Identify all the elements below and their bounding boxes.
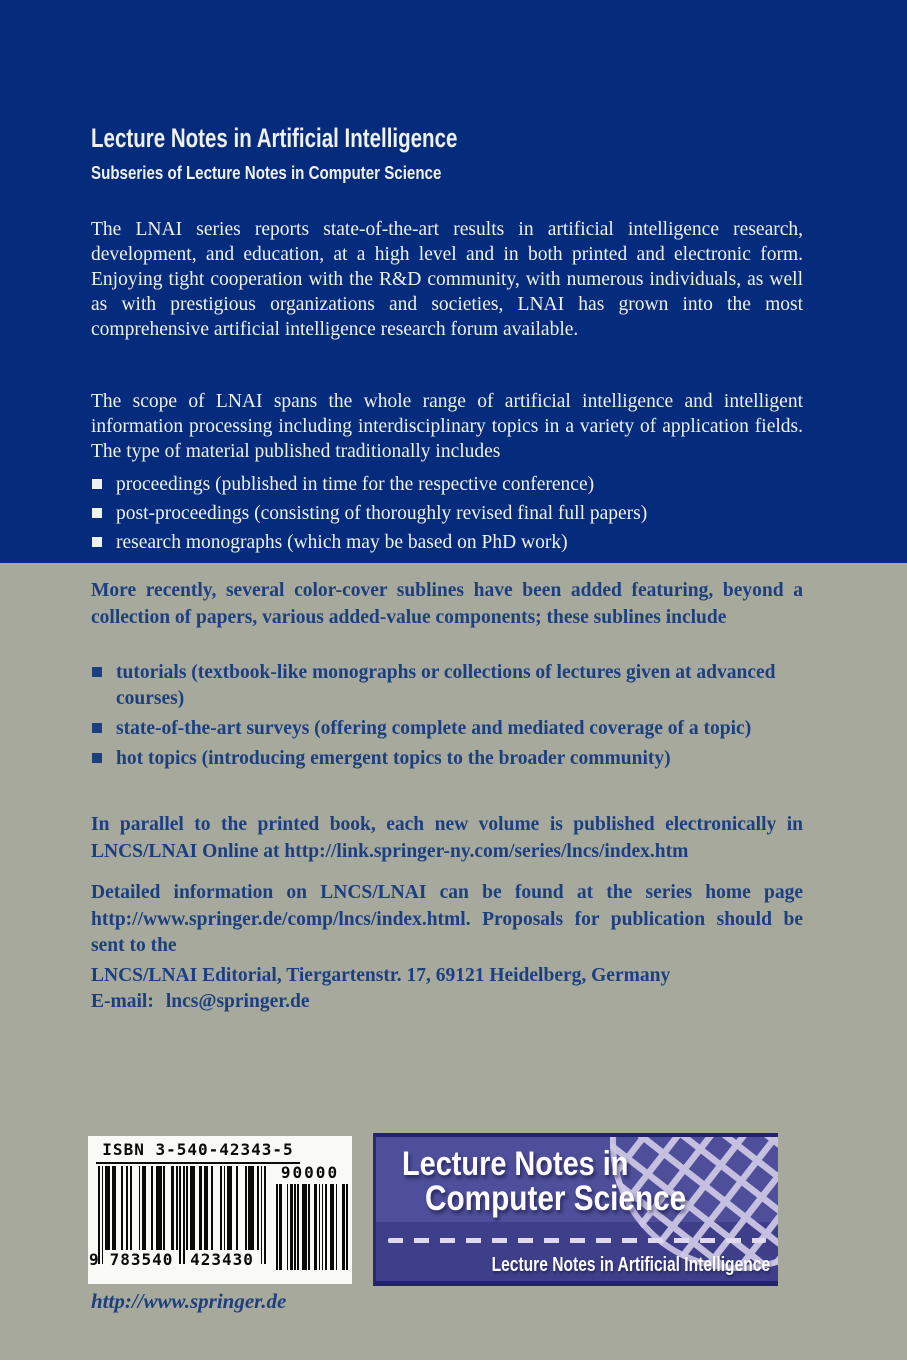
lncs-logo <box>373 1133 778 1286</box>
addon-price-code: 90000 <box>280 1163 340 1182</box>
barcode-bar <box>279 1184 282 1270</box>
square-bullet-icon <box>92 479 102 489</box>
barcode-bar <box>130 1166 132 1250</box>
barcode-bar <box>179 1166 181 1264</box>
square-bullet-icon <box>92 667 102 677</box>
barcode-bar <box>139 1166 141 1250</box>
barcode-bar <box>342 1184 345 1270</box>
barcode-bar <box>257 1166 259 1250</box>
barcode-bar <box>121 1166 123 1250</box>
barcode-bar <box>287 1184 289 1270</box>
list-item <box>91 501 803 526</box>
barcode-bar <box>322 1184 324 1270</box>
barcode-bar <box>325 1184 327 1270</box>
barcode-bar <box>163 1166 165 1250</box>
series-title: Lecture Notes in Artificial Intelligence <box>91 123 458 153</box>
barcode-bar <box>314 1184 317 1270</box>
barcode-bar <box>297 1184 299 1270</box>
logo-title-line1: Lecture Notes in <box>402 1145 629 1183</box>
square-bullet-icon <box>92 723 102 733</box>
barcode-bar <box>236 1166 238 1250</box>
barcode-bar <box>211 1166 213 1250</box>
online-publication-paragraph: In parallel to the printed book, each new volume is published electronically in LNCS/LNAI Online at http://link.springer-ny.com/series/lncs/index.htm <box>91 814 803 862</box>
barcode-bar <box>186 1166 188 1250</box>
barcode-bar <box>276 1184 278 1270</box>
barcode-bar <box>346 1184 348 1270</box>
logo-dashed-divider <box>388 1238 766 1243</box>
barcode-bar <box>330 1184 335 1270</box>
sublines-intro-paragraph: More recently, several color-cover sublines have been added featuring, beyond a collection of papers, various added-value components; these sublines include <box>91 580 803 628</box>
barcode-bar <box>290 1184 293 1270</box>
list-item <box>91 472 803 497</box>
barcode-bar <box>171 1166 175 1250</box>
barcode-bar <box>220 1166 222 1250</box>
isbn-barcode-panel <box>88 1136 352 1284</box>
barcode-bar <box>199 1166 203 1250</box>
barcode-bar <box>319 1184 321 1270</box>
ean-digits-group2: 423430 <box>185 1250 259 1269</box>
barcode-bar <box>294 1184 296 1270</box>
list-item-label: post-proceedings (consisting of thoroughly revised final full papers) <box>116 503 648 524</box>
logo-subseries-label: Lecture Notes in Artificial Intelligence <box>491 1254 770 1276</box>
list-item <box>91 530 803 555</box>
list-item <box>91 660 803 712</box>
series-description-paragraph: The LNAI series reports state-of-the-art results in artificial intelligence research, development, and education, at a high level and in both printed and electronic form. Enjoying tight cooperation with the R&D community, with numerous individuals, as well as with prestigious organizations and societies, LNAI has grown into the most comprehensive artificial intelligence research forum available. <box>91 219 803 340</box>
editorial-address-block <box>91 963 803 1015</box>
series-homepage-paragraph: Detailed information on LNCS/LNAI can be found at the series home page http://www.springer.de/comp/lncs/index.html. Proposals for publication should be sent to the <box>91 882 803 956</box>
logo-title-line2: Computer Science <box>425 1179 687 1218</box>
editorial-address: LNCS/LNAI Editorial, Tiergartenstr. 17, 69121 Heidelberg, Germany <box>91 965 671 986</box>
sublines-list <box>91 660 803 776</box>
barcode-bar <box>142 1166 146 1250</box>
barcode-bar <box>156 1166 161 1250</box>
barcode-bar <box>190 1166 195 1250</box>
barcode-bar <box>248 1166 253 1250</box>
barcode-bar <box>264 1166 266 1264</box>
square-bullet-icon <box>92 508 102 518</box>
barcode-bar <box>176 1166 178 1250</box>
springer-url: http://www.springer.de <box>91 1289 287 1313</box>
list-item-label: tutorials (textbook-like monographs or collections of lectures given at advanced courses) <box>116 662 776 709</box>
ean-digits-group1: 783540 <box>105 1250 178 1269</box>
barcode-bar <box>151 1166 153 1250</box>
barcode-bar <box>126 1166 128 1250</box>
list-item-label: research monographs (which may be based on PhD work) <box>116 532 568 553</box>
barcode-bar <box>105 1166 110 1250</box>
series-scope-paragraph: The scope of LNAI spans the whole range of artificial intelligence and intelligent information processing including interdisciplinary topics in a variety of application fields. The type of material published traditionally includes <box>91 391 803 462</box>
ean-lead-digit: 9 <box>89 1250 99 1269</box>
barcode-bar <box>336 1184 338 1270</box>
list-item-label: hot topics (introducing emergent topics to the broader community) <box>116 748 671 769</box>
barcode-bar <box>224 1166 226 1250</box>
email-address: lncs@springer.de <box>165 991 310 1012</box>
barcode-bar <box>261 1166 263 1264</box>
barcode-bar <box>245 1166 247 1250</box>
editorial-email-line <box>91 989 803 1015</box>
list-item-label: state-of-the-art surveys (offering complete and mediated coverage of a topic) <box>116 718 752 739</box>
publication-types-list <box>91 472 803 559</box>
barcode-bar <box>227 1166 232 1250</box>
list-item <box>91 716 803 742</box>
list-item-label: proceedings (published in time for the respective conference) <box>116 474 595 495</box>
barcode-bar <box>302 1184 307 1270</box>
barcode-bar <box>112 1166 116 1250</box>
square-bullet-icon <box>92 537 102 547</box>
barcode-bar <box>308 1184 310 1270</box>
email-label: E-mail: <box>91 991 154 1012</box>
square-bullet-icon <box>92 753 102 763</box>
list-item <box>91 746 803 772</box>
ean5-addon-barcode <box>276 1184 348 1270</box>
series-subtitle: Subseries of Lecture Notes in Computer Science <box>91 163 442 183</box>
barcode-bar <box>204 1166 208 1250</box>
barcode-bar <box>102 1166 104 1264</box>
isbn-label: ISBN 3-540-42343-5 <box>102 1140 294 1159</box>
